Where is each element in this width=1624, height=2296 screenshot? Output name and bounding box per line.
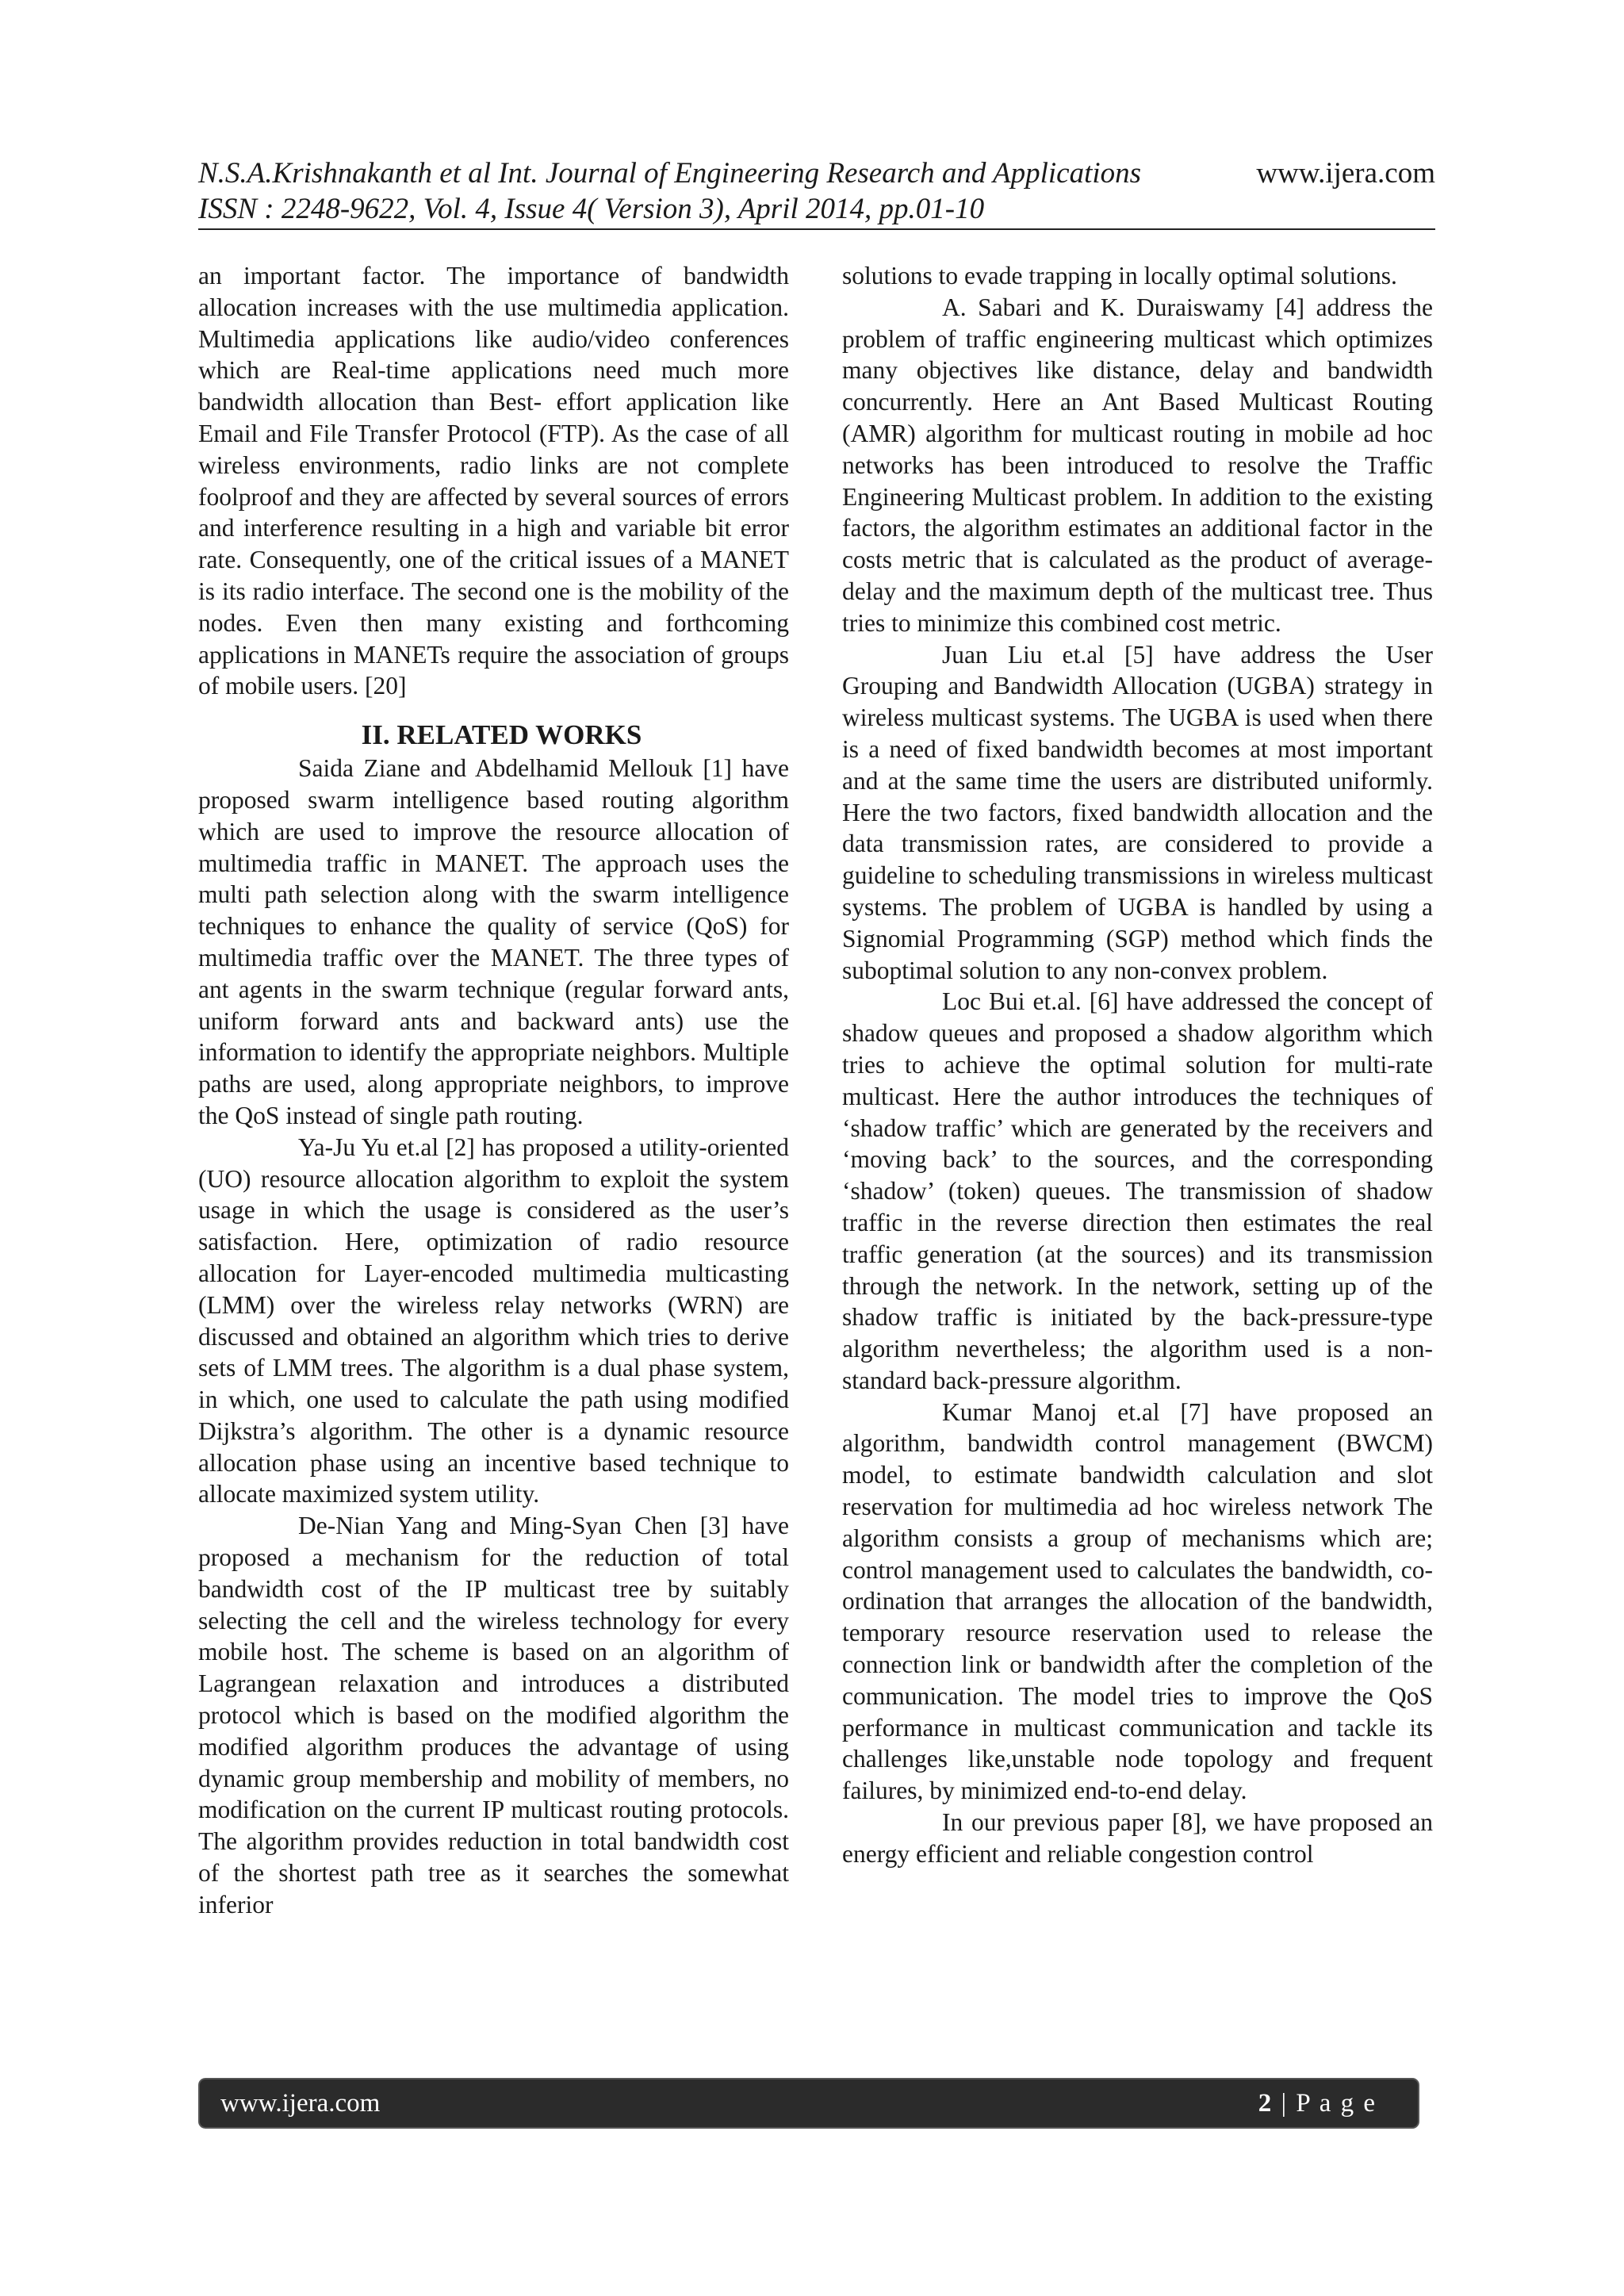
paragraph-ya-ju-yu: Ya-Ju Yu et.al [2] has proposed a utility-oriented (UO) resource allocation algorithm to exploit the system usage in which the usage is considered as the user’s satisfaction. Here, optimization of radio resource allocation for Layer-encoded multimedia multicasting (LMM) over the wireless relay networks (WRN) are discussed and obtained an algorithm which tries to derive sets of LMM trees. The algorithm is a dual phase system, in which, one used to calculate the path using modified Dijkstra’s algorithm. The other is a dynamic resource allocation phase using an incentive based technique to allocate maximized system utility. — [198, 1133, 789, 1508]
paragraph-kumar-manoj: Kumar Manoj et.al [7] have proposed an algorithm, bandwidth control management (BWCM) model, to estimate bandwidth calculation and slot reservation for multimedia ad hoc wireless network The algorithm consists a group of mechanisms which are; control management used to calculates the bandwidth, co-ordination that arranges the allocation of the bandwidth, temporary resource reservation used to release the connection link or bandwidth after the completion of the communication. The model tries to improve the QoS performance in multicast communication and tackle its challenges like,unstable node topology and frequent failures, by minimized end-to-end delay. — [842, 1397, 1433, 1805]
running-header — [198, 155, 1435, 230]
section-heading-related-works: II. RELATED WORKS — [361, 719, 642, 751]
paragraph-juan-liu: Juan Liu et.al [5] have address the User Grouping and Bandwidth Allocation (UGBA) strategy in wireless multicast systems. The UGBA is used when there is a need of fixed bandwidth becomes at most important and at the same time the users are distributed uniformly. Here the two factors, fixed bandwidth allocation and the data transmission rates, are considered to provide a guideline to scheduling transmissions in wireless multicast systems. The problem of UGBA is handled by using a Signomial Programming (SGP) method which finds the suboptimal solution to any non-convex problem. — [842, 640, 1433, 984]
paragraph-de-nian-yang: De-Nian Yang and Ming-Syan Chen [3] have proposed a mechanism for the reduction of total bandwidth cost of the IP multicast tree by suitably selecting the cell and the wireless technology for every mobile host. The scheme is based on an algorithm of Lagrangean relaxation and introduces a distributed protocol which is based on the modified algorithm the modified algorithm produces the advantage of using dynamic group membership and mobility of members, no modification on the current IP multicast routing protocols. The algorithm provides reduction in total bandwidth cost of the shortest path tree as it searches the somewhat inferior — [198, 1512, 789, 1918]
header-url-link[interactable]: www.ijera.com — [1256, 157, 1435, 190]
paragraph-continuation: solutions to evade trapping in locally optimal solutions. — [842, 262, 1397, 289]
footer-url-link[interactable]: www.ijera.com — [220, 2089, 381, 2118]
paragraph-ziane-mellouk: Saida Ziane and Abdelhamid Mellouk [1] have proposed swarm intelligence based routing algorithm which are used to improve the resource allocation of multimedia traffic in MANET. The approach uses the multi path selection along with the swarm intelligence techniques to enhance the quality of service (QoS) for multimedia traffic over the MANET. The three types of ant agents in the swarm technique (regular forward ants, uniform forward ants and backward ants) use the information to identify the appropriate neighbors. Multiple paths are used, along appropriate neighbors, to improve the QoS instead of single path routing. — [198, 754, 789, 1129]
paragraph-previous-paper: In our previous paper [8], we have proposed an energy efficient and reliable congestion control — [842, 1808, 1433, 1868]
left-column — [198, 260, 789, 1921]
page-label: | P a g e — [1273, 2089, 1377, 2118]
page-number — [1258, 2079, 1377, 2127]
journal-citation-line: N.S.A.Krishnakanth et al Int. Journal of Engineering Research and Applications — [198, 157, 1142, 190]
paragraph-sabari-duraiswamy: A. Sabari and K. Duraiswamy [4] address the problem of traffic engineering multicast which optimizes many objectives like distance, delay and bandwidth concurrently. Here an Ant Based Multicast Routing (AMR) algorithm for multicast routing in mobile ad hoc networks has been introduced to resolve the Traffic Engineering Multicast problem. In addition to the existing factors, the algorithm estimates an additional factor in the costs metric that is calculated as the product of average-delay and the maximum depth of the multicast tree. Thus tries to minimize this combined cost metric. — [842, 293, 1433, 637]
paragraph-loc-bui: Loc Bui et.al. [6] have addressed the concept of shadow queues and proposed a shadow algorithm which tries to achieve the optimal solution for multi-rate multicast. Here the author introduces the techniques of ‘shadow traffic’ which are generated by the receivers and ‘moving back’ to the sources, and the corresponding ‘shadow’ (token) queues. The transmission of shadow traffic in the reverse direction then estimates the real traffic generation (at the sources) and its transmission through the network. In the network, setting up of the shadow traffic is initiated by the back-pressure-type algorithm nevertheless; the algorithm used is a non-standard back-pressure algorithm. — [842, 987, 1433, 1394]
page-footer — [198, 2078, 1419, 2129]
paragraph-bandwidth-importance: an important factor. The importance of bandwidth allocation increases with the use multimedia application. Multimedia applications like audio/video conferences which are Real-time applications need much more bandwidth allocation than Best- effort application like Email and File Transfer Protocol (FTP). As the case of all wireless environments, radio links are not complete foolproof and they are affected by several sources of errors and interference resulting in a high and variable bit error rate. Consequently, one of the critical issues of a MANET is its radio interface. The second one is the mobility of the nodes. Even then many existing and forthcoming applications in MANETs require the association of groups of mobile users. [20] — [198, 262, 789, 700]
page-number-value: 2 — [1258, 2089, 1274, 2118]
issn-volume-line: ISSN : 2248-9622, Vol. 4, Issue 4( Version 3), April 2014, pp.01-10 — [198, 193, 985, 225]
right-column — [842, 260, 1433, 1870]
